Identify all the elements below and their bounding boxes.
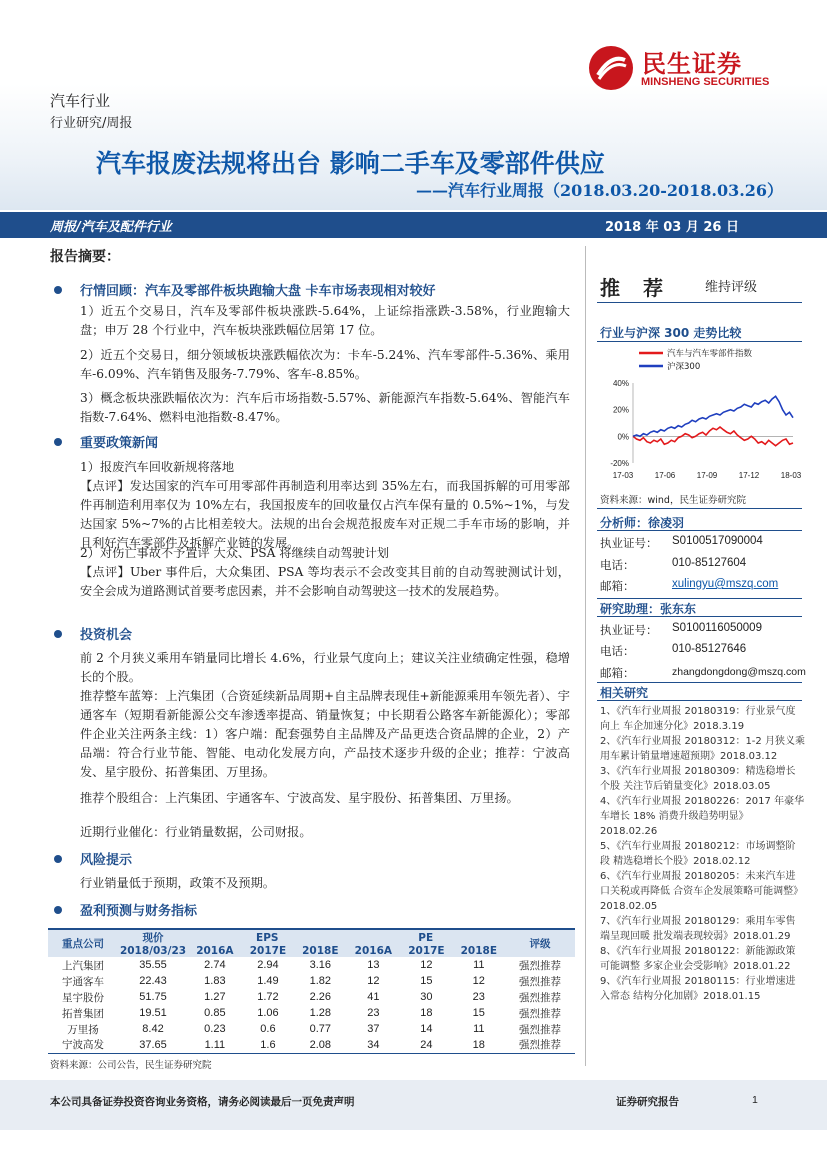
forecast-heading: 盈利预测与财务指标 bbox=[80, 904, 198, 919]
risk-p1: 行业销量低于预期，政策不及预期。 bbox=[80, 876, 275, 890]
table-cell: 11 bbox=[473, 1023, 485, 1035]
table-cell: 0.77 bbox=[309, 1023, 331, 1035]
footer-label: 证券研究报告 bbox=[616, 1096, 679, 1108]
analyst-cert: S0100517090004 bbox=[672, 535, 763, 547]
report-date: 2018 年 03 月 26 日 bbox=[605, 220, 739, 235]
table-row bbox=[48, 1037, 575, 1053]
column-divider bbox=[585, 246, 586, 1066]
policy-p2: 【点评】发达国家的汽车可用零部件再制造利用率达到 35%左右，而我国拆解的可用零部件再制造利用率仅为 10%左右，我国报废车的回收量仅占汽车保有量的 0.5%~1%，与发达国家 5%~7%的占比相差较大。法规的出台会规范报废车对正规二手车市场的影响，并且利好汽车零部件及拆解产业链的发展。 bbox=[80, 479, 570, 550]
table-cell: 12 bbox=[420, 959, 433, 971]
label: 电话： bbox=[600, 558, 635, 572]
recommendation: 推 荐 bbox=[600, 276, 671, 300]
bullet-icon bbox=[54, 906, 62, 914]
x-tick-label: 17-06 bbox=[654, 471, 676, 480]
table-cell: 1.6 bbox=[242, 1037, 294, 1053]
table-cell: 18 bbox=[453, 1037, 505, 1053]
page-number: 1 bbox=[752, 1094, 758, 1106]
table-cell: 11 bbox=[473, 959, 485, 971]
market-p1: 1）近五个交易日，汽车及零部件板块涨跌-5.64%，上证综指涨跌-3.58%，行业跑输大盘；申万 28 个行业中，汽车板块涨跌幅位居第 17 位。 bbox=[80, 304, 570, 337]
table-cell: 37.65 bbox=[118, 1037, 188, 1053]
divider bbox=[597, 682, 802, 683]
invest-heading: 投资机会 bbox=[80, 628, 133, 643]
related-item[interactable]: 8、《汽车行业周报 20180122：新能源政策可能调整 多家企业会受影响》2018.01.22 bbox=[600, 946, 796, 972]
related-item[interactable]: 9、《汽车行业周报 20180115：行业增速进入常态 结构分化加剧》2018.01.15 bbox=[600, 976, 796, 1002]
analyst-name: 徐凌羽 bbox=[648, 516, 685, 530]
th-price: 现价 bbox=[118, 929, 188, 945]
x-tick-label: 17-09 bbox=[696, 471, 718, 480]
table-row bbox=[48, 957, 575, 973]
rating-label: 维持评级 bbox=[705, 280, 758, 295]
assistant-cert: S0100116050009 bbox=[672, 622, 762, 634]
table-cell: 强烈推荐 bbox=[519, 1007, 561, 1020]
table-cell: 30 bbox=[420, 991, 433, 1003]
market-p3: 3）概念板块涨跌幅依次为：汽车后市场指数-5.57%、新能源汽车指数-5.64%、智能汽车指数-7.64%、燃料电池指数-8.47%。 bbox=[80, 391, 570, 424]
industry-label: 汽车行业 bbox=[50, 92, 111, 110]
related-item[interactable]: 1、《汽车行业周报 20180319：行业景气度向上 车企加速分化》2018.3.19 bbox=[600, 706, 796, 732]
market-heading: 行情回顾：汽车及零部件板块跑输大盘 卡车市场表现相对较好 bbox=[80, 284, 436, 299]
analyst-email-link[interactable]: xulingyu@mszq.com bbox=[672, 578, 779, 590]
table-cell: 12 bbox=[472, 975, 485, 987]
table-row bbox=[48, 973, 575, 989]
table-cell: 0.23 bbox=[204, 1023, 226, 1035]
table-cell: 1.11 bbox=[188, 1037, 242, 1053]
table-cell: 35.55 bbox=[139, 959, 167, 971]
chart-heading: 行业与沪深 300 走势比较 bbox=[600, 326, 742, 340]
table-cell: 24 bbox=[400, 1037, 452, 1053]
table-cell: 22.43 bbox=[139, 975, 167, 987]
bullet-icon bbox=[54, 438, 62, 446]
table-cell: 2.26 bbox=[309, 991, 331, 1003]
policy-p1: 1）报废汽车回收新规将落地 bbox=[80, 460, 235, 474]
table-cell: 强烈推荐 bbox=[519, 991, 561, 1004]
table-source: 资料来源：公司公告，民生证券研究院 bbox=[50, 1060, 212, 1071]
policy-p4: 【点评】Uber 事件后，大众集团、PSA 等均表示不会改变其目前的自动驾驶测试计划，安全会成为道路测试首要考虑因素，并不会影响自动驾驶这一技术的发展趋势。 bbox=[80, 565, 570, 598]
summary-heading: 报告摘要： bbox=[50, 249, 120, 265]
label: 邮箱： bbox=[600, 579, 635, 593]
th-year: 2016A bbox=[188, 945, 242, 957]
table-cell: 1.82 bbox=[309, 975, 331, 987]
x-tick-label: 17-03 bbox=[612, 471, 634, 480]
legend-label: 汽车与汽车零部件指数 bbox=[667, 349, 753, 359]
table-cell: 星宇股份 bbox=[62, 991, 104, 1004]
th-year: 2018E bbox=[294, 945, 346, 957]
related-item[interactable]: 2、《汽车行业周报 20180312：1-2 月狭义乘用车累计销量增速超预期》2018.03.12 bbox=[600, 736, 805, 762]
report-title: 汽车报废法规将出台 影响二手车及零部件供应 bbox=[96, 149, 605, 178]
bullet-icon bbox=[54, 630, 62, 638]
x-tick-label: 17-12 bbox=[738, 471, 760, 480]
th-rating: 评级 bbox=[505, 929, 575, 957]
label: 邮箱： bbox=[600, 666, 635, 680]
th-year: 2018E bbox=[453, 945, 505, 957]
analyst-heading: 分析师：徐凌羽 bbox=[600, 516, 685, 530]
invest-p3: 推荐个股组合：上汽集团、宇通客车、宁波高发、星宇股份、拓普集团、万里扬。 bbox=[80, 791, 519, 805]
table-cell: 0.85 bbox=[204, 1007, 226, 1019]
legend-label: 沪深300 bbox=[667, 362, 701, 372]
divider bbox=[597, 508, 802, 509]
related-item[interactable]: 7、《汽车行业周报 20180129：乘用车零售端呈现回暖 批发端表现较弱》2018.01.29 bbox=[600, 916, 796, 942]
category-label: 周报/汽车及配件行业 bbox=[50, 220, 172, 235]
label: 执业证号： bbox=[600, 536, 658, 550]
logo-name: 民生证券 bbox=[642, 50, 742, 78]
divider bbox=[597, 341, 802, 342]
th-year: 2017E bbox=[242, 945, 294, 957]
table-cell: 1.72 bbox=[257, 991, 279, 1003]
report-type: 行业研究/周报 bbox=[50, 116, 133, 131]
risk-heading: 风险提示 bbox=[80, 853, 133, 868]
forecast-table bbox=[48, 928, 575, 1054]
table-cell: 23 bbox=[367, 1007, 380, 1019]
divider bbox=[597, 616, 802, 617]
table-cell: 37 bbox=[367, 1023, 380, 1035]
assistant-heading: 研究助理：张东东 bbox=[600, 602, 697, 616]
table-cell: 18 bbox=[420, 1007, 433, 1019]
policy-p3: 2）对伤亡事故不予置评 大众、PSA 将继续自动驾驶计划 bbox=[80, 546, 389, 560]
table-cell: 强烈推荐 bbox=[505, 1037, 575, 1053]
table-cell: 0.6 bbox=[260, 1023, 276, 1035]
th-price-date: 2018/03/23 bbox=[119, 945, 187, 957]
th-year: 2016A bbox=[346, 945, 400, 957]
series-line bbox=[633, 396, 793, 436]
policy-heading: 重要政策新闻 bbox=[80, 436, 159, 451]
table-cell: 1.06 bbox=[257, 1007, 279, 1019]
table-cell: 41 bbox=[367, 991, 380, 1003]
label: 电话： bbox=[600, 644, 635, 658]
table-cell: 3.16 bbox=[309, 959, 331, 971]
y-tick-label: -20% bbox=[610, 459, 629, 468]
divider bbox=[597, 530, 802, 531]
table-row bbox=[48, 1021, 575, 1037]
table-cell: 1.83 bbox=[204, 975, 226, 987]
report-subtitle: ——汽车行业周报（2018.03.20-2018.03.26） bbox=[416, 181, 784, 200]
related-heading: 相关研究 bbox=[600, 686, 649, 700]
invest-p4: 近期行业催化：行业销量数据，公司财报。 bbox=[80, 825, 312, 839]
table-cell: 2.94 bbox=[257, 959, 279, 971]
table-row bbox=[48, 989, 575, 1005]
x-tick-label: 18-03 bbox=[780, 471, 802, 480]
divider bbox=[597, 598, 802, 599]
analyst-phone: 010-85127604 bbox=[672, 557, 747, 569]
th-eps: EPS bbox=[188, 929, 346, 945]
table-cell: 8.42 bbox=[142, 1023, 164, 1035]
related-item[interactable]: 4、《汽车行业周报 20180226：2017 年豪华车增长 18% 消费升级趋势明显》2018.02.26 bbox=[600, 796, 805, 837]
table-cell: 强烈推荐 bbox=[519, 975, 561, 988]
logo-english: MINSHENG SECURITIES bbox=[641, 76, 770, 88]
table-cell: 15 bbox=[472, 1007, 485, 1019]
table-cell: 12 bbox=[367, 975, 380, 987]
table-cell: 19.51 bbox=[139, 1007, 167, 1019]
table-cell: 2.08 bbox=[294, 1037, 346, 1053]
y-tick-label: 0% bbox=[617, 432, 629, 442]
table-cell: 13 bbox=[367, 959, 380, 971]
table-cell: 宁波高发 bbox=[48, 1037, 118, 1053]
th-company: 重点公司 bbox=[48, 929, 118, 957]
table-cell: 1.28 bbox=[309, 1007, 331, 1019]
invest-p2: 推荐整车蓝筹：上汽集团（合资延续新品周期+自主品牌表现佳+新能源乘用车领先者）、宇通客车（短期看新能源公交车渗透率提高、销量恢复；中长期看公路客车新能源化）；零部件企业关注两条主线：1）客户端：配套强势自主品牌及产品更迭合资品牌的企业，2）产品端：符合行业节能、智能、电动化发展方向，产品技术逐步升级的企业；推荐：宁波高发、星宇股份、拓普集团、万里扬。 bbox=[80, 689, 570, 779]
table-cell: 34 bbox=[346, 1037, 400, 1053]
th-year: 2017E bbox=[400, 945, 452, 957]
table-cell: 15 bbox=[420, 975, 433, 987]
table-cell: 14 bbox=[420, 1023, 433, 1035]
table-cell: 23 bbox=[472, 991, 485, 1003]
table-cell: 51.75 bbox=[139, 991, 167, 1003]
table-cell: 1.27 bbox=[204, 991, 226, 1003]
divider bbox=[597, 700, 802, 701]
table-cell: 万里扬 bbox=[67, 1023, 99, 1036]
table-cell: 2.74 bbox=[204, 959, 226, 971]
chart-source: 资料来源：wind，民生证券研究院 bbox=[600, 495, 746, 506]
related-item[interactable]: 3、《汽车行业周报 20180309：精选稳增长个股 关注节后销量变化》2018.03.05 bbox=[600, 766, 796, 792]
table-cell: 拓普集团 bbox=[62, 1007, 104, 1020]
footer-disclaimer: 本公司具备证券投资咨询业务资格，请务必阅读最后一页免责声明 bbox=[50, 1096, 355, 1108]
invest-p1: 前 2 个月狭义乘用车销量同比增长 4.6%，行业景气度向上；建议关注业绩确定性强，稳增长的个股。 bbox=[80, 651, 570, 684]
related-item[interactable]: 5、《汽车行业周报 20180212：市场调整阶段 精选稳增长个股》2018.02.12 bbox=[600, 841, 796, 867]
market-p2: 2）近五个交易日，细分领域板块涨跌幅依次为：卡车-5.24%、汽车零部件-5.36%、乘用车-6.09%、汽车销售及服务-7.79%、客车-8.85%。 bbox=[80, 348, 570, 381]
bullet-icon bbox=[54, 286, 62, 294]
divider bbox=[597, 302, 802, 303]
table-cell: 强烈推荐 bbox=[519, 959, 561, 972]
table-cell: 上汽集团 bbox=[62, 959, 104, 972]
table-row bbox=[48, 1005, 575, 1021]
logo-icon bbox=[589, 46, 633, 90]
related-item[interactable]: 6、《汽车行业周报 20180205：未来汽车进口关税或再降低 合资车企发展策略可能调整》2018.02.05 bbox=[600, 871, 804, 912]
y-tick-label: 40% bbox=[612, 379, 629, 388]
label: 执业证号： bbox=[600, 623, 658, 637]
assistant-phone: 010-85127646 bbox=[672, 643, 747, 655]
assistant-name: 张东东 bbox=[660, 602, 697, 616]
table-cell: 强烈推荐 bbox=[519, 1023, 561, 1036]
table-cell: 宇通客车 bbox=[62, 975, 104, 988]
related-list bbox=[600, 704, 805, 1004]
th-pe: PE bbox=[346, 929, 505, 945]
bullet-icon bbox=[54, 855, 62, 863]
trend-chart bbox=[597, 345, 807, 485]
table-cell: 1.49 bbox=[257, 975, 279, 987]
assistant-email: zhangdongdong@mszq.com bbox=[672, 666, 806, 678]
y-tick-label: 20% bbox=[612, 405, 629, 415]
